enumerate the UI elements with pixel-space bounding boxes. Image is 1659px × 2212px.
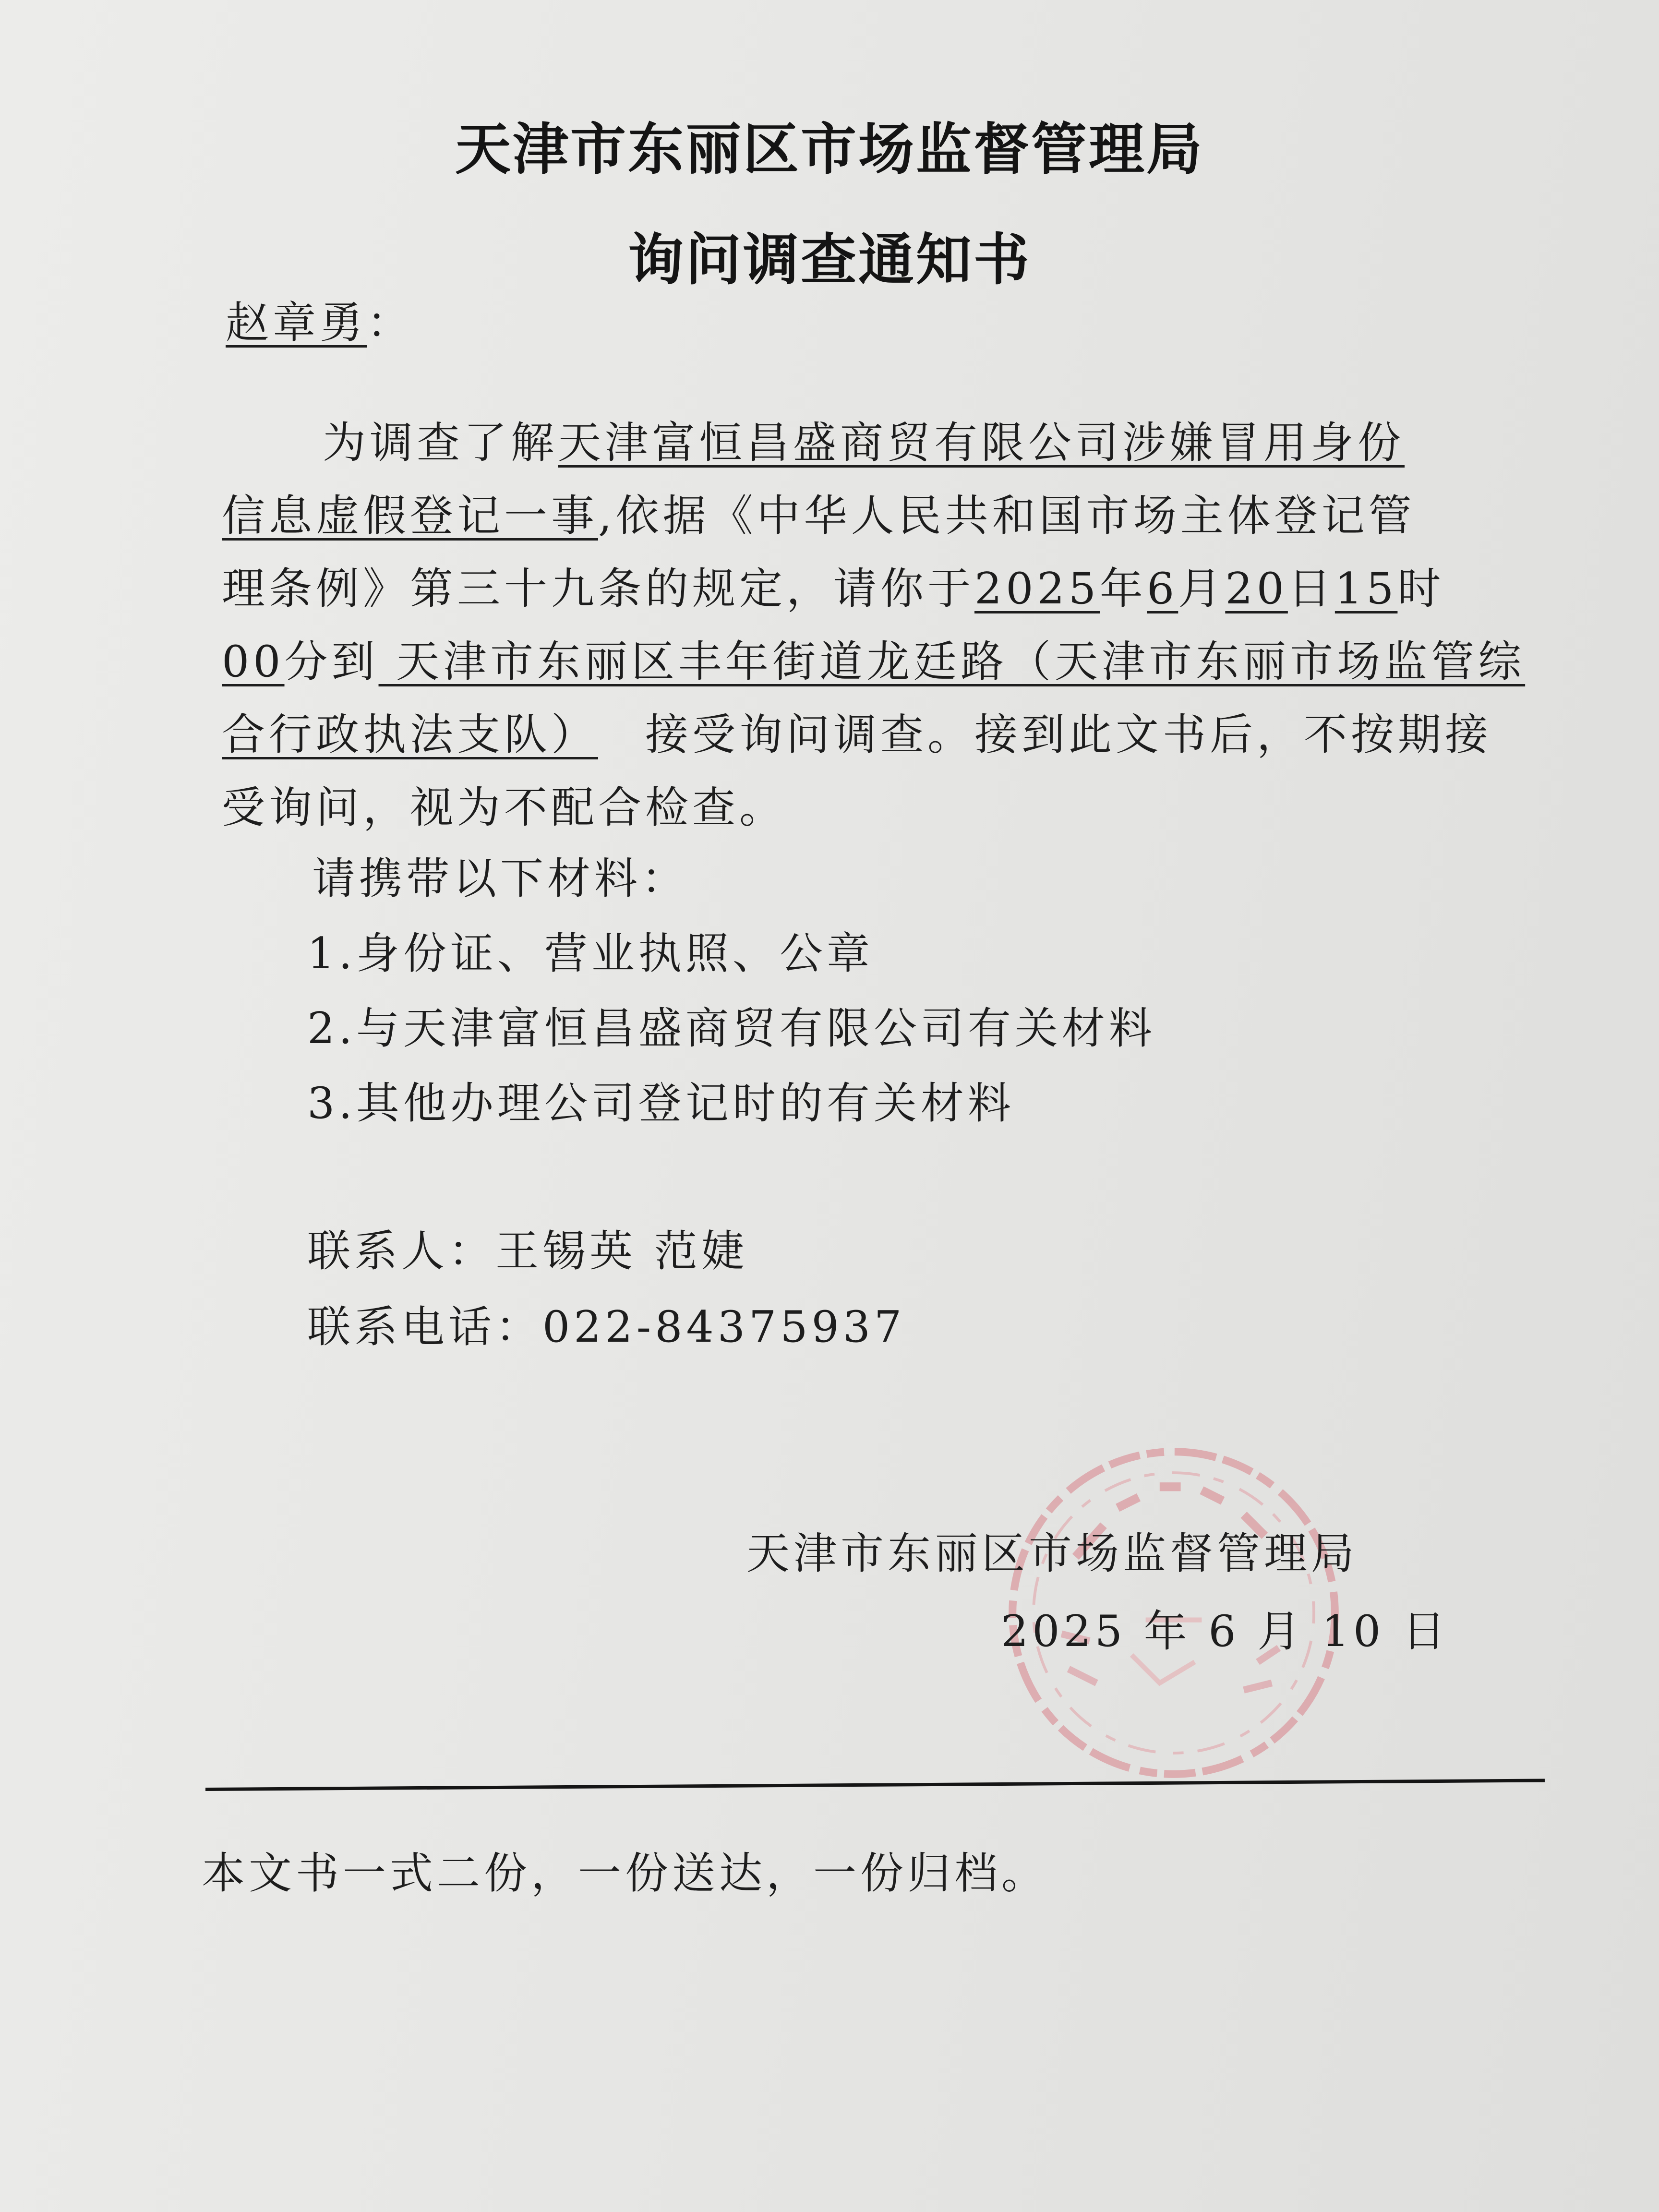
text-segment: 分到 — [284, 637, 379, 687]
contact-person: 联系人：王锡英 范婕 — [307, 1226, 748, 1276]
contact-phone: 联系电话：022-84375937 — [307, 1302, 906, 1352]
salutation-colon: ： — [367, 298, 414, 348]
material-item: 1.身份证、营业执照、公章 — [307, 928, 874, 979]
text-segment: 时 — [1397, 564, 1445, 614]
salutation — [226, 297, 414, 349]
appointment-year: 2025 — [974, 564, 1100, 614]
appointment-minute: 00 — [222, 637, 285, 687]
paragraph-line-5 — [222, 709, 1492, 761]
text-segment: ,依据《中华人民共和国市场主体登记管 — [598, 491, 1416, 541]
paragraph-line-2 — [222, 490, 1416, 542]
text-segment: 受询问，视为不配合检查。 — [222, 782, 786, 833]
appointment-hour: 15 — [1334, 564, 1398, 614]
paragraph-line-6 — [222, 781, 786, 834]
appointment-month: 6 — [1147, 564, 1178, 614]
material-item: 2.与天津富恒昌盛商贸有限公司有关材料 — [307, 1003, 1156, 1054]
footer-note: 本文书一式二份，一份送达，一份归档。 — [202, 1848, 1048, 1899]
appointment-location: 天津市东丽区丰年街道龙廷路（天津市东丽市场监管综 — [378, 637, 1526, 687]
text-segment: 年 — [1100, 564, 1147, 614]
appointment-location-cont: 合行政执法支队） — [222, 709, 598, 760]
document-title: 询问调查通知书 — [628, 228, 1031, 292]
materials-heading: 请携带以下材料： — [312, 854, 688, 904]
issue-date: 2025 年 6 月 10 日 — [1001, 1606, 1449, 1657]
case-subject: 天津富恒昌盛商贸有限公司涉嫌冒用身份 — [558, 418, 1405, 468]
text-segment: 为调查了解 — [323, 418, 558, 468]
paragraph-line-4 — [222, 636, 1525, 688]
paragraph-line-3 — [222, 563, 1444, 615]
appointment-day: 20 — [1225, 564, 1288, 614]
text-segment: 接受询问调查。接到此文书后，不按期接 — [645, 709, 1492, 760]
issuing-authority-title: 天津市东丽区市场监督管理局 — [455, 117, 1204, 182]
issuing-organization: 天津市东丽区市场监督管理局 — [746, 1528, 1358, 1579]
paragraph-line-1 — [323, 417, 1405, 469]
text-segment: 日 — [1287, 564, 1335, 614]
case-subject-cont: 信息虚假登记一事 — [222, 491, 598, 541]
recipient-name: 赵章勇 — [226, 298, 367, 348]
text-segment: 月 — [1178, 564, 1226, 614]
text-segment: 理条例》第三十九条的规定，请你于 — [222, 564, 974, 614]
material-item: 3.其他办理公司登记时的有关材料 — [307, 1078, 1015, 1129]
